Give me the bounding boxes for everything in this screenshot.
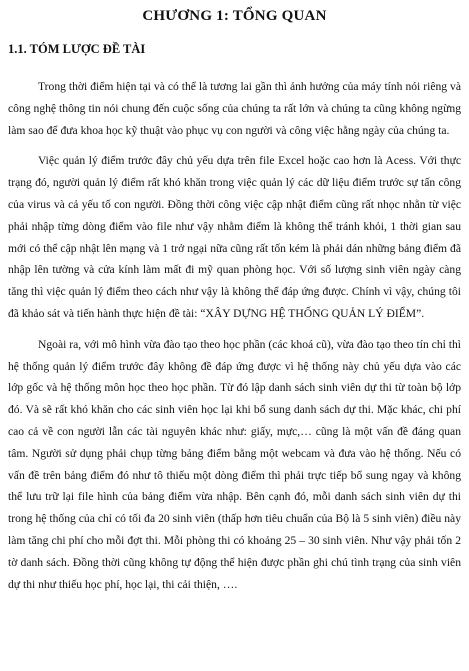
document-page bbox=[8, 0, 461, 595]
paragraph-current-situation: Việc quản lý điểm trước đây chủ yếu dựa trên file Excel hoặc cao hơn là Acess. Với thực trạng đó, người quản lý điểm rất khó khăn trong việc quản lý các dữ liệu điểm trước sự tấn công của virus và cả yếu tố con người. Đồng thời công việc cập nhật điểm cũng rất nhọc nhằn từ việc phải nhập từng dòng điểm vào file như vậy nhằm điểm là không thể tránh khỏi, 1 thời gian sau mới có thể cập nhật lên mạng và 1 trở ngại nữa cũng rất tốn kém là phải dán những bảng điểm đã nhập lên tường và cửa kính làm mất đi mỹ quan phòng học. Với số lượng sinh viên ngày càng tăng thì việc quản lý điểm theo cách như vậy là không thể đáp ứng được. Chính vì vậy, chúng tôi đã khảo sát và tiến hành thực hiện đề tài: “XÂY DỰNG HỆ THỐNG QUẢN LÝ ĐIỂM”. bbox=[8, 154, 461, 320]
chapter-title: CHƯƠNG 1: TỔNG QUAN bbox=[142, 8, 327, 24]
paragraph-additional-issues: Ngoài ra, với mô hình vừa đào tạo theo học phần (các khoá cũ), vừa đào tạo theo tín chỉ thì hệ thống quản lý điểm trước đây không đề đáp ứng được vì hệ thống này chủ yếu dựa vào các lớp gốc và hệ thống môn học theo học phần. Từ đó lập danh sách sinh viên dự thi từ toàn bộ lớp đó. Và sẽ rất khó khăn cho các sinh viên học lại khi bổ sung danh sách dự thi. Mặc khác, chi phí cao cả về con người lẫn các tài nguyên khác như: giấy, mực,… cũng là một vấn đề đáng quan tâm. Người sử dụng phải chụp từng bảng điểm bằng một webcam và đưa vào hệ thống. Nếu có vấn đề trên bảng điểm đó như tô thiếu một dòng điểm thì phải trực tiếp bổ sung ngay và không thể lưu trữ lại file hình của bảng điểm vừa nhập. Bên cạnh đó, mỗi danh sách sinh viên dự thi trong hệ thống của chỉ có tối đa 20 sinh viên (thấp hơn tiêu chuẩn của Bộ là 5 sinh viên) điều này làm tăng chi phí cho mỗi đợt thi. Mỗi phòng thi có khoảng 25 – 30 sinh viên. Như vậy phải tốn 2 tờ danh sách. Đồng thời cũng không tự động thể hiện được phần ghi chú tình trạng của sinh viên dự thi như thiếu học phí, học lại, thi cải thiện, …. bbox=[8, 337, 461, 591]
section-heading: 1.1. TÓM LƯỢC ĐỀ TÀI bbox=[8, 42, 146, 56]
paragraph-intro: Trong thời điểm hiện tại và có thể là tương lai gần thì ảnh hưởng của máy tính nói riêng và công nghệ thông tin nói chung đến cuộc sống của chúng ta rất lớn và chúng ta cũng không ngừng làm sao để đưa khoa học kỹ thuật vào phục vụ con người và công việc hằng ngày của chúng ta. bbox=[8, 80, 461, 137]
